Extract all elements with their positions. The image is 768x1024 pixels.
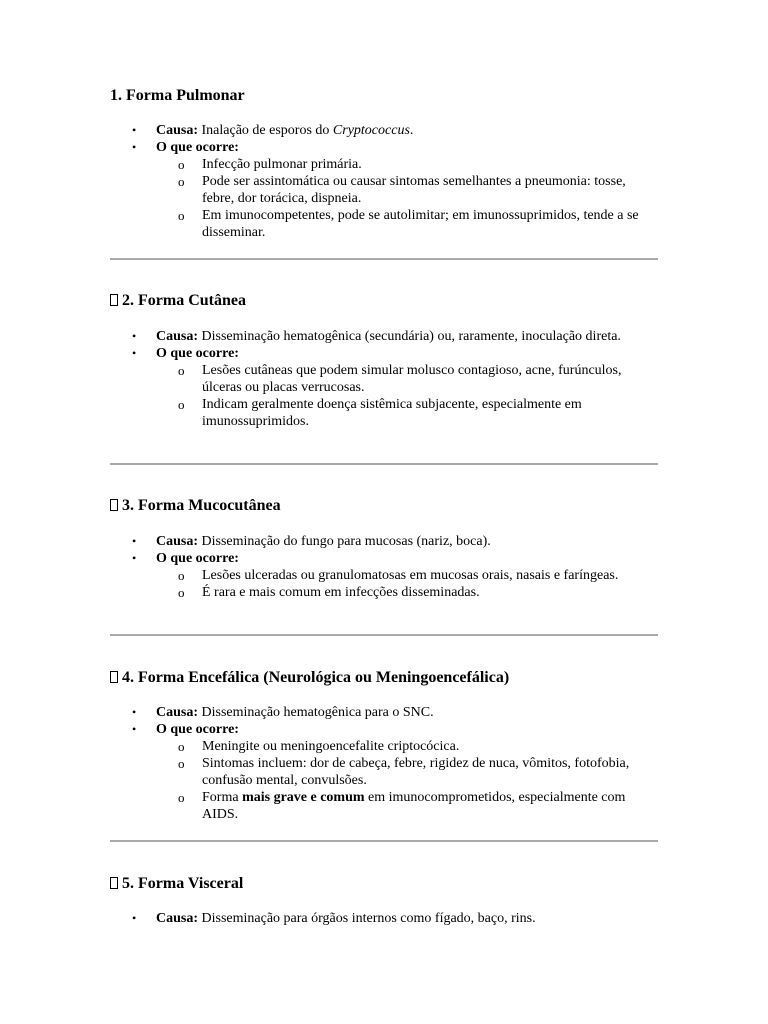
sub-list-item: o Sintomas incluem: dor de cabeça, febre, rigidez de nuca, vômitos, fotofobia, confusão mental, convulsões. xyxy=(156,755,658,789)
sub-list-item: o É rara e mais comum em infecções disseminadas. xyxy=(156,584,658,601)
horizontal-rule xyxy=(110,258,658,260)
list-item-causa: • Causa: Disseminação hematogênica para o SNC. xyxy=(110,704,658,721)
list-item-o-que-ocorre: • O que ocorre: o Lesões cutâneas que podem simular molusco contagioso, acne, furúnculos, úlceras ou placas verrucosas. o Indicam geralmente doença sistêmica subjacente, especialmente em imunossuprimidos. xyxy=(110,345,658,430)
sub-list-item: o Pode ser assintomática ou causar sintomas semelhantes a pneumonia: tosse, febre, dor torácica, dispneia. xyxy=(156,173,658,207)
sub-list-item: o Infecção pulmonar primária. xyxy=(156,156,658,173)
section-title-encefalica: 4. Forma Encefálica (Neurológica ou Meningoencefálica) xyxy=(110,668,509,688)
list-item-causa: • Causa: Inalação de esporos do Cryptococcus. xyxy=(110,122,658,139)
section-mucocutanea-list xyxy=(110,533,658,601)
sub-list-item: o Lesões cutâneas que podem simular molusco contagioso, acne, furúnculos, úlceras ou placas verrucosas. xyxy=(156,362,658,396)
list-item-o-que-ocorre: • O que ocorre: o Meningite ou meningoencefalite criptocócica. o Sintomas incluem: dor de cabeça, febre, rigidez de nuca, vômitos, fotofobia, confusão mental, convulsões. o Forma mais grave e comum em imunocomprometidos, especialmente com AIDS. xyxy=(110,721,658,823)
sub-list-item: o Em imunocompetentes, pode se autolimitar; em imunossuprimidos, tende a se disseminar. xyxy=(156,207,658,241)
section-cutanea-list xyxy=(110,328,658,430)
sub-list-item: o Forma mais grave e comum em imunocomprometidos, especialmente com AIDS. xyxy=(156,789,658,823)
missing-glyph-icon xyxy=(110,499,118,511)
list-item-causa: • Causa: Disseminação do fungo para mucosas (nariz, boca). xyxy=(110,533,658,550)
list-item-o-que-ocorre: • O que ocorre: o Infecção pulmonar primária. o Pode ser assintomática ou causar sintomas semelhantes a pneumonia: tosse, febre, dor torácica, dispneia. o Em imunocompetentes, pode se autolimitar; em imunossuprimidos, tende a se disseminar. xyxy=(110,139,658,241)
sub-list-item: o Indicam geralmente doença sistêmica subjacente, especialmente em imunossuprimidos. xyxy=(156,396,658,430)
horizontal-rule xyxy=(110,463,658,465)
section-visceral-list xyxy=(110,910,658,927)
section-title-cutanea: 2. Forma Cutânea xyxy=(110,291,246,311)
missing-glyph-icon xyxy=(110,294,118,306)
horizontal-rule xyxy=(110,634,658,636)
section-pulmonar-list xyxy=(110,122,658,241)
section-title-visceral: 5. Forma Visceral xyxy=(110,874,243,894)
sub-list-item: o Meningite ou meningoencefalite criptocócica. xyxy=(156,738,658,755)
section-encefalica-list xyxy=(110,704,658,823)
horizontal-rule xyxy=(110,840,658,842)
missing-glyph-icon xyxy=(110,877,118,889)
list-item-causa: • Causa: Disseminação para órgãos internos como fígado, baço, rins. xyxy=(110,910,658,927)
sub-list-item: o Lesões ulceradas ou granulomatosas em mucosas orais, nasais e faríngeas. xyxy=(156,567,658,584)
section-title-mucocutanea: 3. Forma Mucocutânea xyxy=(110,496,281,516)
missing-glyph-icon xyxy=(110,671,118,683)
list-item-causa: • Causa: Disseminação hematogênica (secundária) ou, raramente, inoculação direta. xyxy=(110,328,658,345)
list-item-o-que-ocorre: • O que ocorre: o Lesões ulceradas ou granulomatosas em mucosas orais, nasais e faríngeas. o É rara e mais comum em infecções disseminadas. xyxy=(110,550,658,601)
section-title-pulmonar: 1. Forma Pulmonar xyxy=(110,87,245,104)
